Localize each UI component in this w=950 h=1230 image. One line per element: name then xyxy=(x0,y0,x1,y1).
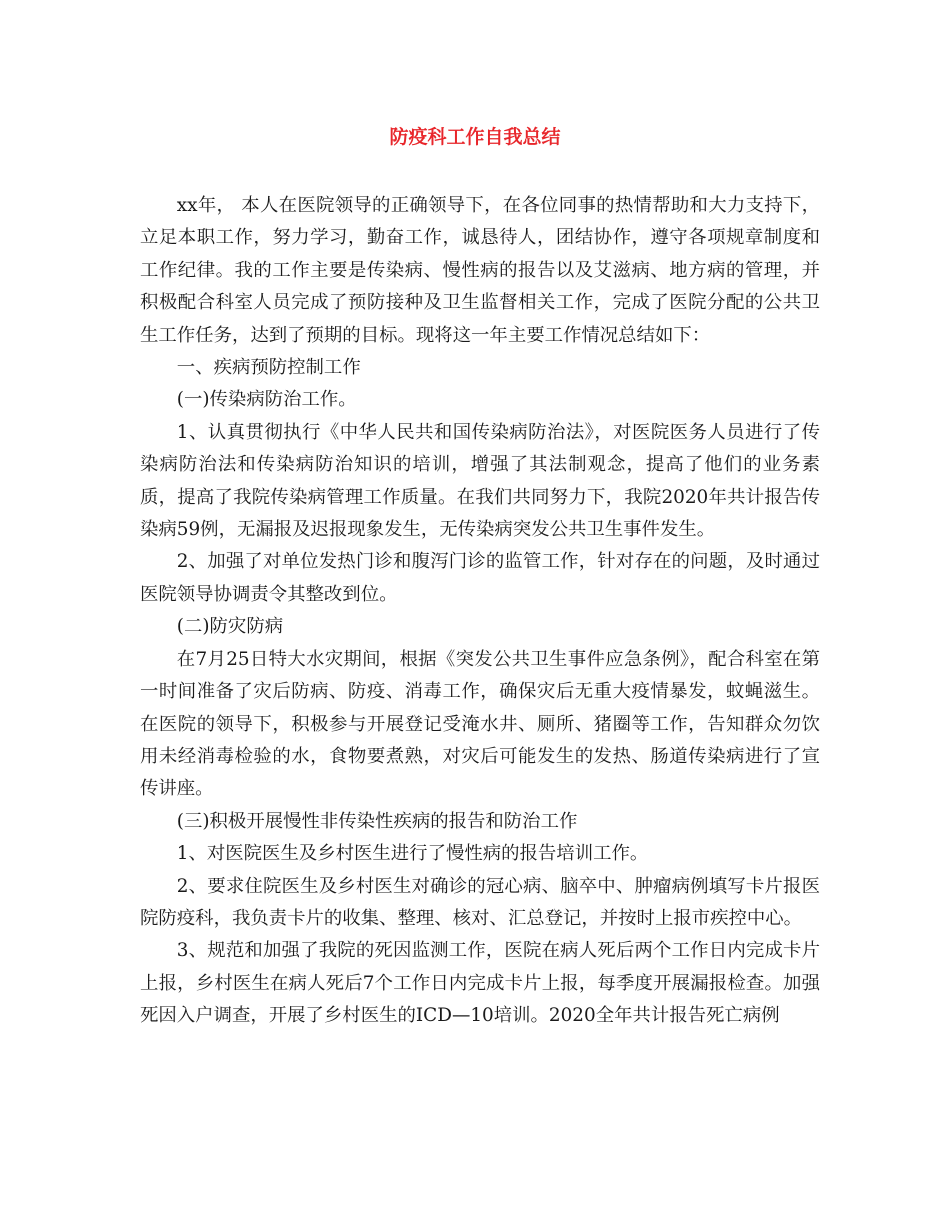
paragraph-infectious-2: 2、加强了对单位发热门诊和腹泻门诊的监管工作，针对存在的问题，及时通过医院领导协调责令其整改到位。 xyxy=(140,551,820,605)
document-title: 防疫科工作自我总结 xyxy=(389,126,561,148)
document-body xyxy=(140,190,820,1033)
subheading-chronic-disease: (三)积极开展慢性非传染性疾病的报告和防治工作 xyxy=(176,810,578,832)
paragraph-infectious-1: 1、认真贯彻执行《中华人民共和国传染病防治法》，对医院医务人员进行了传染病防治法和传染病防治知识的培训，增强了其法制观念，提高了他们的业务素质，提高了我院传染病管理工作质量。在我们共同努力下，我院2020年共计报告传染病59例，无漏报及迟报现象发生，无传染病突发公共卫生事件发生。 xyxy=(140,421,820,541)
subheading-infectious-disease: (一)传染病防治工作。 xyxy=(176,389,357,411)
paragraph-intro: xx年， 本人在医院领导的正确领导下，在各位同事的热情帮助和大力支持下，立足本职工作，努力学习，勤奋工作，诚恳待人，团结协作，遵守各项规章制度和工作纪律。我的工作主要是传染病、慢性病的报告以及艾滋病、地方病的管理，并积极配合科室人员完成了预防接种及卫生监督相关工作，完成了医院分配的公共卫生工作任务，达到了预期的目标。现将这一年主要工作情况总结如下： xyxy=(140,195,820,346)
paragraph-chronic-1: 1、对医院医生及乡村医生进行了慢性病的报告培训工作。 xyxy=(176,843,649,865)
subheading-disaster-prevention: (二)防灾防病 xyxy=(176,616,284,638)
paragraph-chronic-3: 3、规范和加强了我院的死因监测工作，医院在病人死后两个工作日内完成卡片上报，乡村医生在病人死后7个工作日内完成卡片上报，每季度开展漏报检查。加强死因入户调查，开展了乡村医生的ICD—10培训。2020全年共计报告死亡病例 xyxy=(140,940,820,1027)
heading-disease-prevention: 一、疾病预防控制工作 xyxy=(176,357,361,379)
paragraph-chronic-2: 2、要求住院医生及乡村医生对确诊的冠心病、脑卒中、肿瘤病例填写卡片报医院防疫科，我负责卡片的收集、整理、核对、汇总登记，并按时上报市疾控中心。 xyxy=(140,875,820,929)
paragraph-flood: 在7月25日特大水灾期间，根据《突发公共卫生事件应急条例》，配合科室在第一时间准备了灾后防病、防疫、消毒工作，确保灾后无重大疫情暴发，蚊蝇滋生。在医院的领导下，积极参与开展登记受淹水井、厕所、猪圈等工作，告知群众勿饮用未经消毒检验的水，食物要煮熟，对灾后可能发生的发热、肠道传染病进行了宣传讲座。 xyxy=(140,648,820,800)
